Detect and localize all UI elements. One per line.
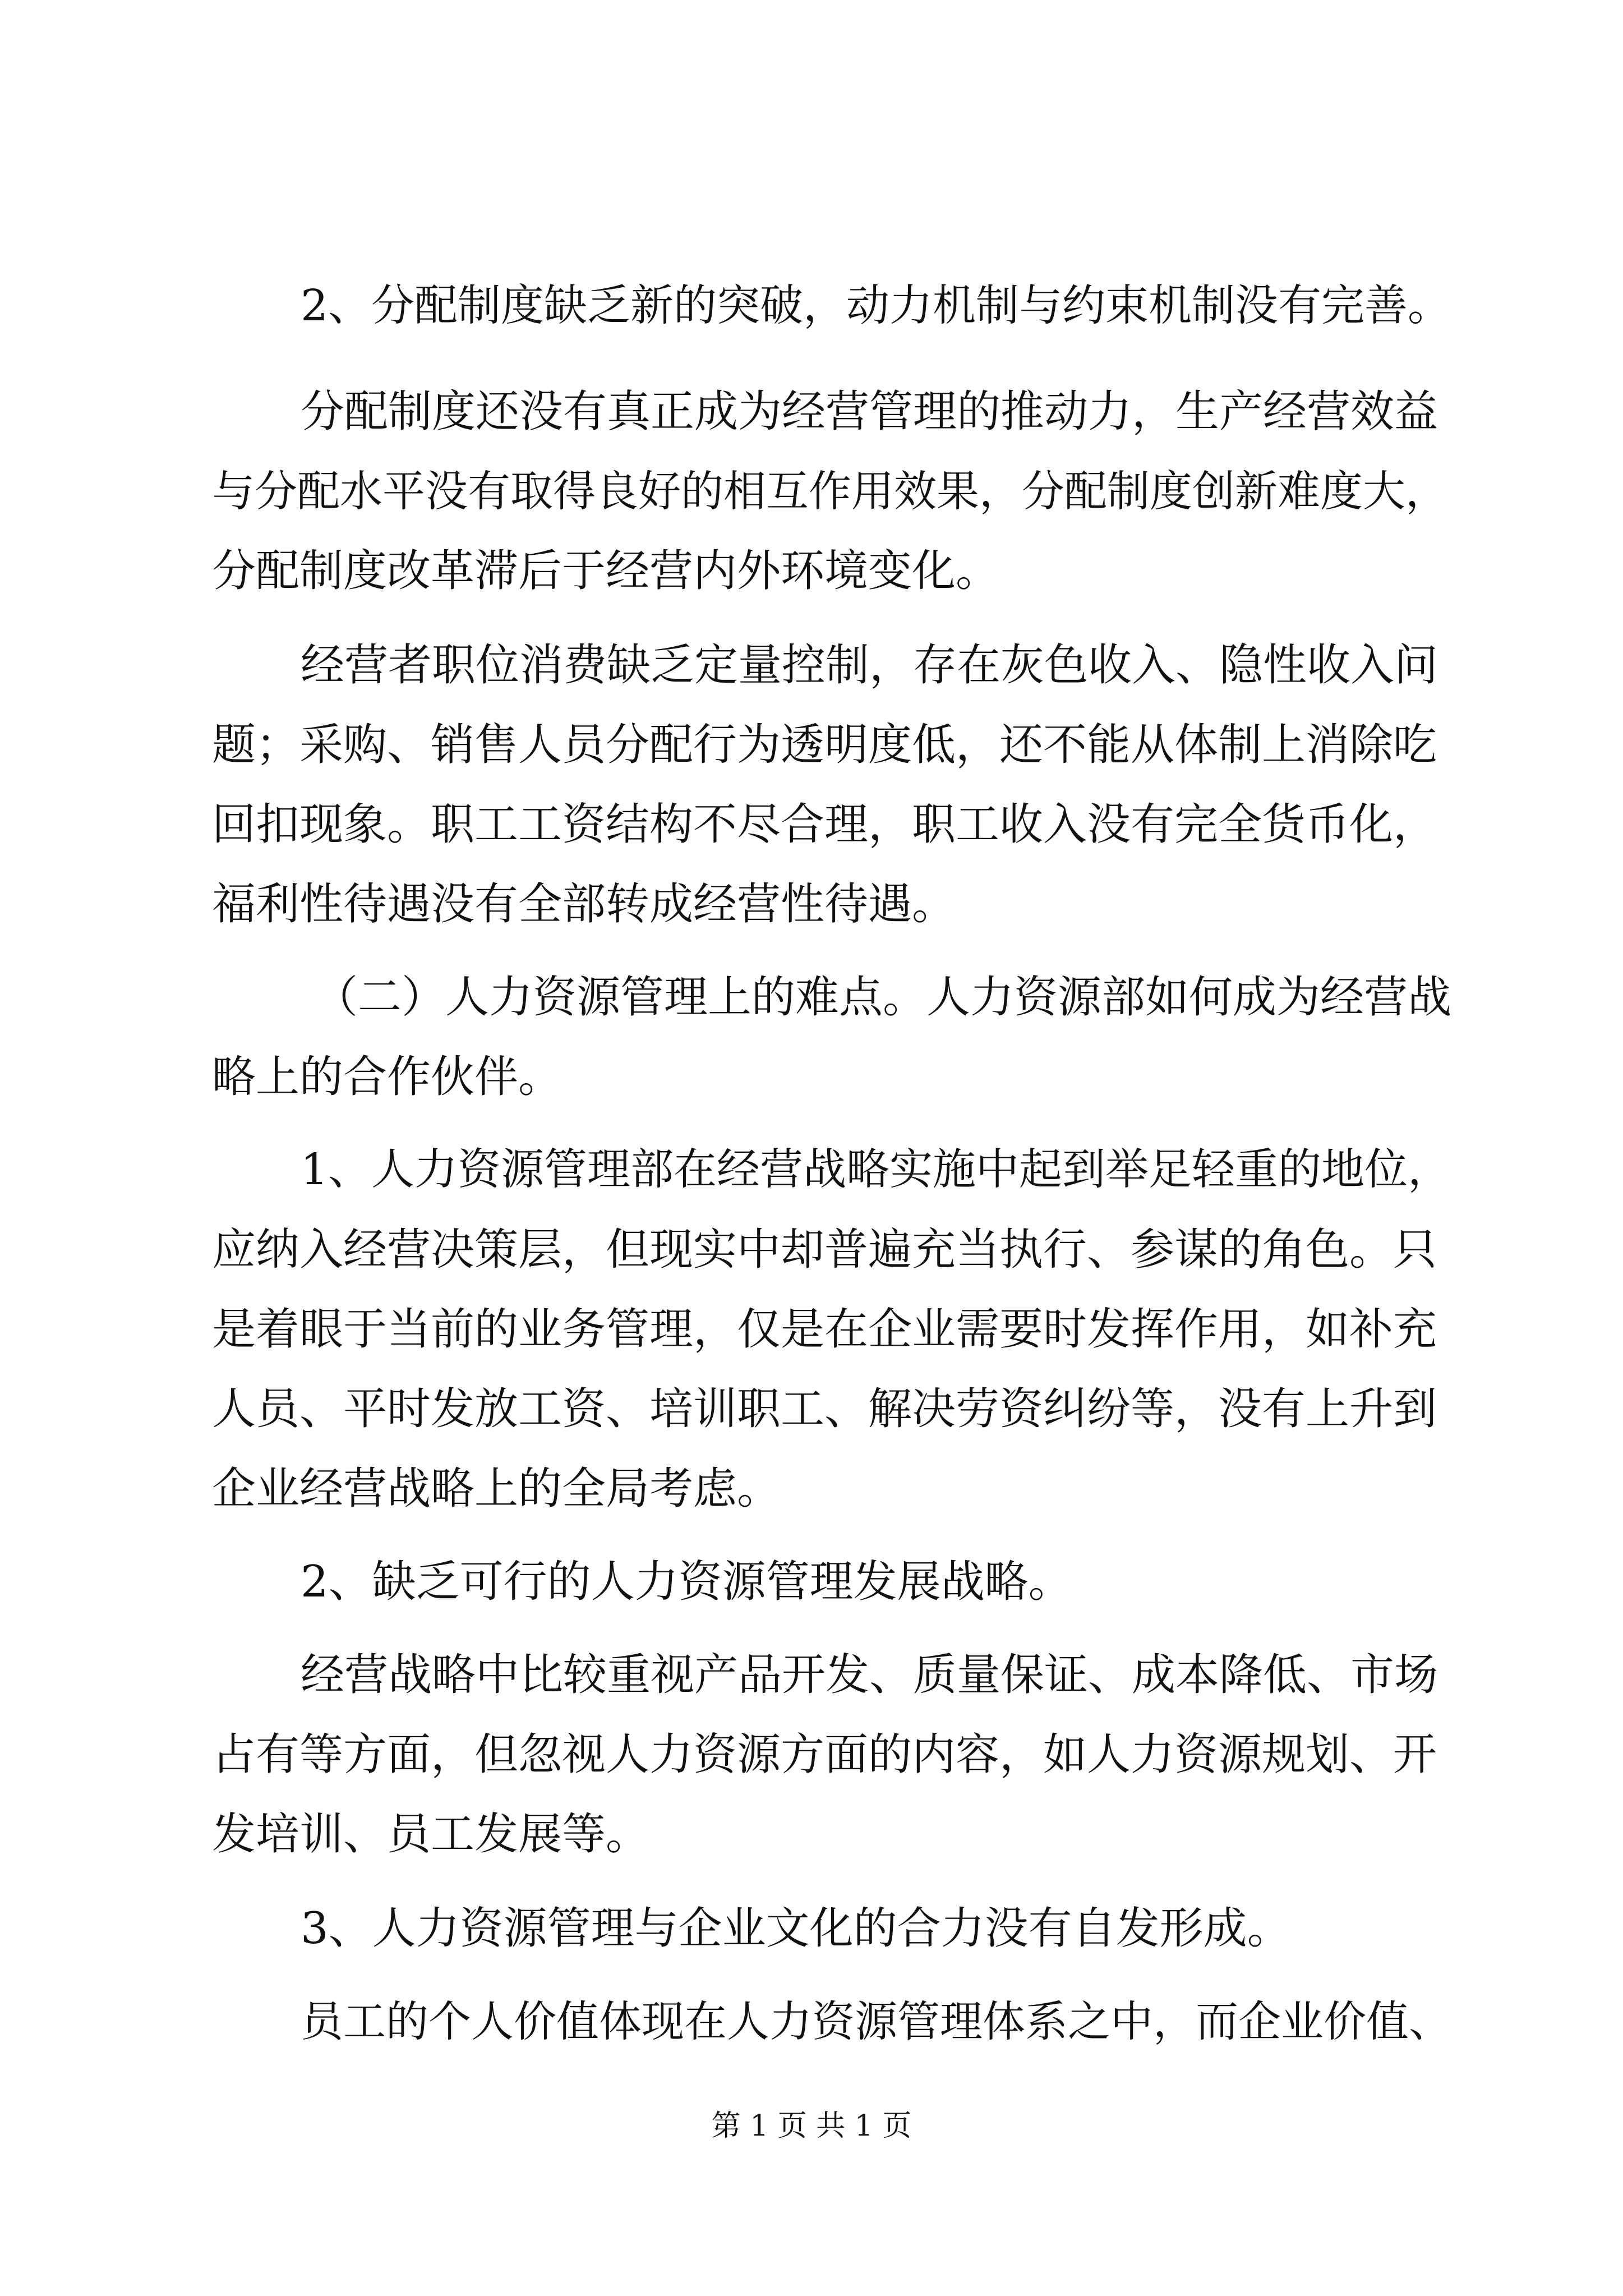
paragraph-line: 2、分配制度缺乏新的突破，动力机制与约束机制没有完善。 — [301, 281, 1451, 331]
paragraph-line: 经营战略中比较重视产品开发、质量保证、成本降低、市场 — [301, 1650, 1438, 1700]
paragraph-line: 发培训、员工发展等。 — [212, 1809, 650, 1860]
paragraph-line: 企业经营战略上的全局考虑。 — [212, 1464, 781, 1514]
paragraph-line: 占有等方面，但忽视人力资源方面的内容，如人力资源规划、开 — [212, 1729, 1437, 1780]
paragraph-line: 分配制度还没有真正成为经营管理的推动力，生产经营效益 — [301, 386, 1438, 437]
paragraph-line: 1、人力资源管理部在经营战略实施中起到举足轻重的地位， — [301, 1145, 1451, 1195]
paragraph-line: 题；采购、销售人员分配行为透明度低，还不能从体制上消除吃 — [212, 720, 1437, 770]
paragraph-line: 与分配水平没有取得良好的相互作用效果，分配制度创新难度大， — [212, 466, 1448, 516]
paragraph-line: 人员、平时发放工资、培训职工、解决劳资纠纷等，没有上升到 — [212, 1384, 1437, 1434]
paragraph-line: 经营者职位消费缺乏定量控制，存在灰色收入、隐性收入问 — [301, 640, 1438, 691]
paragraph-line: 员工的个人价值体现在人力资源管理体系之中，而企业价值、 — [301, 1996, 1451, 2046]
paragraph-line: 回扣现象。职工工资结构不尽合理，职工收入没有完全货币化， — [212, 799, 1437, 850]
paragraph-line: 3、人力资源管理与企业文化的合力没有自发形成。 — [301, 1903, 1291, 1954]
paragraph-line: 应纳入经营决策层，但现实中却普遍充当执行、参谋的角色。只 — [212, 1225, 1437, 1275]
paragraph-line: 是着眼于当前的业务管理，仅是在企业需要时发挥作用，如补充 — [212, 1304, 1437, 1355]
paragraph-line: 略上的合作伙伴。 — [212, 1052, 562, 1102]
paragraph-line: 分配制度改革滞后于经营内外环境变化。 — [212, 546, 1000, 596]
paragraph-line: （二）人力资源管理上的难点。人力资源部如何成为经营战 — [314, 972, 1452, 1023]
paragraph-line: 2、缺乏可行的人力资源管理发展战略。 — [301, 1557, 1072, 1607]
page-number-footer: 第 1 页 共 1 页 — [711, 2109, 912, 2143]
paragraph-line: 福利性待遇没有全部转成经营性待遇。 — [212, 879, 956, 930]
